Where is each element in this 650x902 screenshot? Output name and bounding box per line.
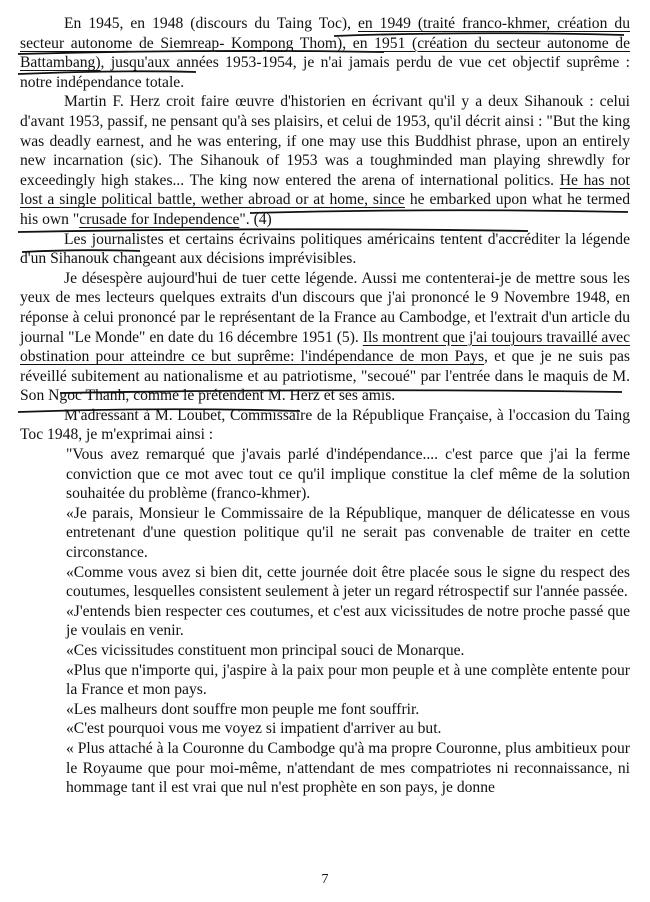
quote-5: «Ces vicissitudes constituent mon principal souci de Monarque. <box>66 642 465 659</box>
underlined-passage: 1951 (création du secteur autonome de Battambang) <box>20 34 630 72</box>
paragraph-2: Martin F. Herz croit faire œuvre d'historien en écrivant qu'il y a deux Sihanouk : celui d'avant 1953, passif, ne pensant qu'à ses plaisirs, et celui de 1953, qu'il décrit ainsi : "But the king was deadly earnest, and he was entering, if one may use this Buddhist phrase, upon an entirely new incarnation (sic). The Sihanouk of 1953 was a toughminded man playing shrewdly for exceedingly high stakes... The king now entered the arena of international politics. He has not lost a single political battle, wether abroad or at home, since he embarked upon what he termed his own "crusade for Independence". (4) <box>20 93 630 228</box>
underlined-passage: en 1949 (traité franco-khmer, création du secteur autonome de Siemreap- Kompong Thom) <box>20 15 630 52</box>
quote-8: «C'est pourquoi vous me voyez si impatient d'arriver au but. <box>66 720 442 738</box>
quote-3: «Comme vous avez si bien dit, cette journée doit être placée sous le signe du respect des coutumes, lesquelles consistent seulement à jeter un regard rétrospectif sur l'année passée. <box>66 563 630 601</box>
underlined-passage: crusade for Independence <box>79 210 240 228</box>
quote-7: «Les malheurs dont souffre mon peuple me font souffrir. <box>66 700 420 718</box>
page-number: 7 <box>321 872 329 887</box>
paragraph-3: Les journalistes et certains écrivains politiques américains tentent d'accréditer la légende d'un Sihanouk changeant aux décisions imprévisibles. <box>20 230 630 268</box>
underlined-passage: Ils montrent que j'ai toujours travaillé avec obstination pour atteindre ce but suprême: l'indépendance de mon Pays <box>20 328 630 366</box>
quote-9: « Plus attaché à la Couronne du Cambodge qu'à ma propre Couronne, plus ambitieux pour le Royaume que pour moi-même, n'attendant de mes compatriotes ni reconnaissance, ni hommage tant il est vrai que nul n'est prophète en son pays, je donne <box>66 739 630 797</box>
paragraph-4: Je désespère aujourd'hui de tuer cette légende. Aussi me contenterai-je de mettre sous les yeux de mes lecteurs quelques extraits d'un discours que j'ai prononcé le 9 Novembre 1948, en réponse à celui prononcé par le représentant de la France au Cambodge, et l'extrait d'un article du journal "Le Monde" en date du 16 décembre 1951 (5). Ils montrent que j'ai toujours travaillé avec obstination pour atteindre ce but suprême: l'indépendance de mon Pays, et que je ne suis pas réveillé subitement au nationalisme et au patriotisme, "secoué" par l'entrée dans le maquis de M. Son Ngoc Thanh, comme le prétendent M. Herz et ses amis. <box>20 269 630 405</box>
paragraph-1: En 1945, en 1948 (discours du Taing Toc), en 1949 (traité franco-khmer, création du secteur autonome de Siemreap- Kompong Thom), en 1951 (création du secteur autonome de Battambang), jusqu'aux années 1953-1954, je n'ai jamais perdu de vue cet objectif suprême : notre indépendance totale. <box>20 15 630 91</box>
quote-4: «J'entends bien respecter ces coutumes, et c'est aux vicissitudes de notre proche passé que je voulais en venir. <box>66 602 630 640</box>
underlined-passage: He has not lost a single political battle, wether abroad or at home, since <box>20 171 630 209</box>
quote-6: «Plus que n'importe qui, j'aspire à la paix pour mon peuple et à une complète entente pour la France et mon pays. <box>66 661 630 699</box>
body-text <box>20 14 630 798</box>
quote-2: «Je parais, Monsieur le Commissaire de la République, manquer de délicatesse en vous entretenant d'une question politique qu'il ne serait pas convenable de traiter en cette circonstance. <box>66 504 630 562</box>
quote-1: "Vous avez remarqué que j'avais parlé d'indépendance.... c'est parce que j'ai la ferme conviction que ce mot avec tout ce qu'il implique constitue la clef même de la solution souhaitée du problème (franco-khmer). <box>66 446 630 503</box>
paragraph-5: M'adressant à M. Loubet, Commissaire de la République Française, à l'occasion du Taing Toc 1948, je m'exprimai ainsi : <box>20 406 630 444</box>
